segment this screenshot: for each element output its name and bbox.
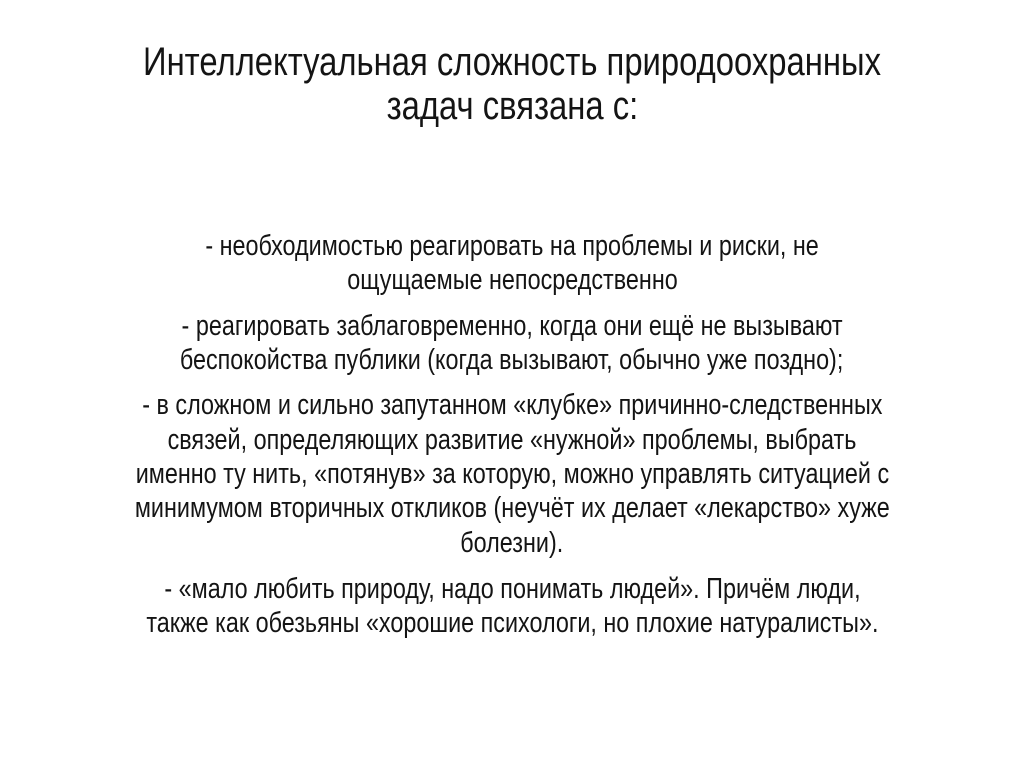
text-line: беспокойства публики (когда вызывают, обычно уже поздно); (180, 344, 844, 376)
text-line: связей, определяющих развитие «нужной» проблемы, выбрать (167, 424, 857, 456)
title-line: Интеллектуальная сложность природоохранных (142, 40, 881, 84)
text-line: - «мало любить природу, надо понимать людей». Причём люди, (163, 573, 861, 605)
text-line: - реагировать заблаговременно, когда они ещё не вызывают (181, 310, 843, 342)
title-line: задач связана с: (386, 84, 638, 128)
text-line: минимумом вторичных откликов (неучёт их делает «лекарство» хуже (134, 492, 890, 524)
text-line: болезни). (460, 527, 564, 559)
text-line: - в сложном и сильно запутанном «клубке» причинно-следственных (141, 389, 883, 421)
text-line: именно ту нить, «потянув» за которую, можно управлять ситуацией с (135, 458, 889, 490)
text-line: ощущаемые непосредственно (346, 264, 678, 296)
text-line: также как обезьяны «хорошие психологи, но плохие натуралисты». (145, 607, 879, 639)
text-line: - необходимостью реагировать на проблемы и риски, не (205, 230, 819, 262)
